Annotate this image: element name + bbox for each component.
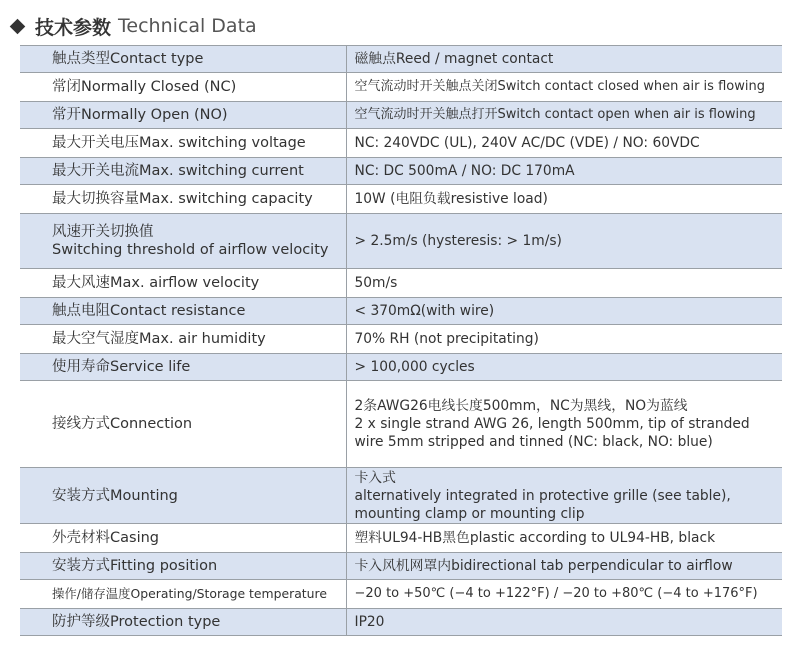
parameter-label-line: Switching threshold of airflow velocity — [52, 242, 329, 258]
parameter-value-line: alternatively integrated in protective grille (see table), — [354, 487, 731, 504]
parameter-label — [20, 269, 346, 298]
parameter-label — [20, 298, 346, 325]
parameter-value — [346, 214, 782, 269]
table-row — [20, 580, 782, 609]
parameter-value — [346, 129, 782, 158]
parameter-label-line: 安装方式Mounting — [52, 487, 178, 504]
parameter-label-line: 使用寿命Service life — [52, 359, 191, 375]
parameter-value — [346, 609, 782, 636]
parameter-value — [346, 73, 782, 102]
table-row — [20, 129, 782, 158]
parameter-value-line: IP20 — [354, 614, 385, 630]
parameter-value — [346, 580, 782, 609]
parameter-value-line: 50m/s — [354, 275, 398, 291]
parameter-value-line: 10W (电阻负载resistive load) — [354, 191, 548, 207]
parameter-label — [20, 381, 346, 468]
table-row — [20, 46, 782, 73]
parameter-value-line: 空气流动时开关触点打开Switch contact open when air is flowing — [354, 107, 756, 122]
parameter-value — [346, 269, 782, 298]
parameter-value — [346, 553, 782, 580]
parameter-label — [20, 580, 346, 609]
parameter-label — [20, 73, 346, 102]
table-row — [20, 524, 782, 553]
parameter-label — [20, 553, 346, 580]
table-row — [20, 609, 782, 636]
diamond-bullet-icon — [10, 18, 26, 34]
parameter-label — [20, 46, 346, 73]
table-row — [20, 354, 782, 381]
parameter-label-line: 操作/储存温度Operating/Storage temperature — [52, 586, 327, 601]
parameter-label — [20, 354, 346, 381]
parameter-label — [20, 185, 346, 214]
table-row — [20, 325, 782, 354]
parameter-label-line: 最大空气湿度Max. air humidity — [52, 331, 266, 347]
parameter-label — [20, 214, 346, 269]
parameter-label-line: 接线方式Connection — [52, 416, 193, 432]
table-row — [20, 553, 782, 580]
parameter-label — [20, 102, 346, 129]
parameter-value-line: 70% RH (not precipitating) — [354, 331, 539, 347]
technical-data-table — [20, 45, 782, 636]
heading-chinese: 技术参数 — [35, 16, 112, 39]
section-heading — [6, 11, 257, 41]
table-row — [20, 468, 782, 524]
table-row — [20, 73, 782, 102]
parameter-value — [346, 325, 782, 354]
parameter-value — [346, 468, 782, 524]
parameter-value-line: mounting clamp or mounting clip — [354, 505, 585, 522]
parameter-label-line: 常闭Normally Closed (NC) — [52, 79, 237, 95]
parameter-value-line: > 100,000 cycles — [354, 359, 475, 375]
table-row — [20, 158, 782, 185]
heading-english: Technical Data — [118, 15, 257, 37]
parameter-value-line: wire 5mm stripped and tinned (NC: black, NO: blue) — [354, 434, 713, 450]
parameter-value-line: 2 x single strand AWG 26, length 500mm, tip of stranded — [354, 416, 750, 432]
parameter-value-line: 卡入式 — [354, 469, 396, 486]
parameter-label-line: 最大开关电压Max. switching voltage — [52, 135, 306, 151]
parameter-value — [346, 298, 782, 325]
parameter-label — [20, 158, 346, 185]
parameter-value-line: 卡入风机网罩内bidirectional tab perpendicular to airflow — [354, 558, 733, 574]
parameter-value — [346, 158, 782, 185]
parameter-value-line: 空气流动时开关触点关闭Switch contact closed when air is flowing — [354, 79, 765, 94]
parameter-value-line: NC: 240VDC (UL), 240V AC/DC (VDE) / NO: 60VDC — [354, 135, 700, 151]
parameter-value-line: 磁触点Reed / magnet contact — [354, 51, 554, 67]
parameter-value-line: 塑料UL94-HB黑色plastic according to UL94-HB, black — [354, 530, 716, 546]
parameter-label-line: 防护等级Protection type — [52, 614, 221, 630]
parameter-label — [20, 468, 346, 524]
table-row — [20, 185, 782, 214]
parameter-value — [346, 354, 782, 381]
parameter-label — [20, 325, 346, 354]
parameter-label-line: 常开Normally Open (NO) — [52, 107, 228, 123]
table-row — [20, 102, 782, 129]
parameter-label-line: 最大开关电流Max. switching current — [52, 163, 304, 179]
parameter-value-line: < 370mΩ(with wire) — [354, 303, 495, 319]
table-row — [20, 214, 782, 269]
parameter-value — [346, 185, 782, 214]
parameter-value — [346, 102, 782, 129]
parameter-label-line: 安装方式Fitting position — [52, 558, 218, 574]
parameter-value — [346, 381, 782, 468]
table-row — [20, 269, 782, 298]
table-row — [20, 298, 782, 325]
parameter-label-line: 触点类型Contact type — [52, 51, 204, 67]
parameter-value-line: 2条AWG26电线长度500mm，NC为黑线，NO为蓝线 — [354, 398, 688, 414]
parameter-label — [20, 609, 346, 636]
parameter-label — [20, 524, 346, 553]
table-row — [20, 381, 782, 468]
parameter-label-line: 触点电阻Contact resistance — [52, 303, 246, 319]
parameter-value-line: NC: DC 500mA / NO: DC 170mA — [354, 163, 575, 179]
parameter-value — [346, 524, 782, 553]
parameter-label — [20, 129, 346, 158]
parameter-label-line: 最大切换容量Max. switching capacity — [52, 191, 313, 207]
parameter-label-line: 外壳材料Casing — [52, 530, 159, 546]
parameter-label-line: 最大风速Max. airflow velocity — [52, 275, 260, 291]
parameter-value-line: > 2.5m/s (hysteresis: > 1m/s) — [354, 233, 562, 249]
parameter-value — [346, 46, 782, 73]
parameter-value-line: −20 to +50℃ (−4 to +122°F) / −20 to +80℃ (−4 to +176°F) — [354, 586, 758, 601]
parameter-label-line: 风速开关切换值 — [52, 224, 154, 240]
